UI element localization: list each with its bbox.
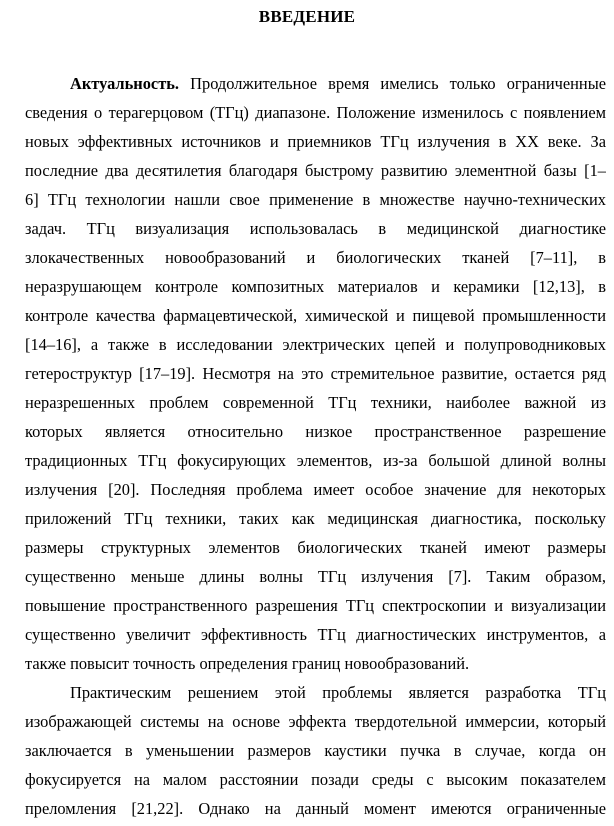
paragraph-1-line-15: излучения [20]. Последняя проблема имеет особое значение для некоторых <box>25 480 606 499</box>
paragraph-2-line-5: преломления [21,22]. Однако на данный момент имеются ограниченные <box>25 799 606 818</box>
paragraph-1-line-5: 6] ТГц технологии нашли свое применение в множестве научно-технических <box>25 190 606 209</box>
paragraph-1-line-20: существенно увеличит эффективность ТГц диагностических инструментов, а <box>25 625 606 644</box>
page-title: ВВЕДЕНИЕ <box>258 7 356 26</box>
paragraph-1-first-text: Продолжительное время имелись только ограниченные <box>179 74 606 93</box>
paragraph-2-line-1: Практическим решением этой проблемы является разработка ТГц <box>70 683 606 702</box>
paragraph-2-line-4: фокусируется на малом расстоянии позади среды с высоким показателем <box>25 770 606 789</box>
paragraph-1-line-6: задач. ТГц визуализация использовалась в медицинской диагностике <box>25 219 606 238</box>
paragraph-1-line-1 <box>70 74 606 94</box>
paragraph-1-line-2: сведения о терагерцовом (ТГц) диапазоне. Положение изменилось с появлением <box>25 103 606 122</box>
paragraph-2-line-3: заключается в уменьшении размеров каустики пучка в случае, когда он <box>25 741 606 760</box>
paragraph-1-line-9: контроле качества фармацевтической, химической и пищевой промышленности <box>25 306 606 325</box>
paragraph-2-line-2: изображающей системы на основе эффекта твердотельной иммерсии, который <box>25 712 606 731</box>
paragraph-1-line-17: размеры структурных элементов биологических тканей имеют размеры <box>25 538 606 557</box>
paragraph-lead: Актуальность. <box>70 74 180 93</box>
paragraph-1-line-16: приложений ТГц техники, таких как медицинская диагностика, поскольку <box>25 509 606 528</box>
paragraph-1-line-4: последние два десятилетия благодаря быстрому развитию элементной базы [1– <box>25 161 606 180</box>
paragraph-1-line-7: злокачественных новообразований и биологических тканей [7–11], в <box>25 248 606 267</box>
paragraph-1-line-18: существенно меньше длины волны ТГц излучения [7]. Таким образом, <box>25 567 606 586</box>
paragraph-1-line-14: традиционных ТГц фокусирующих элементов, из-за большой длиной волны <box>25 451 606 470</box>
paragraph-1-line-21: также повысит точность определения границ новообразований. <box>25 654 470 673</box>
paragraph-1-line-13: которых является относительно низкое пространственное разрешение <box>25 422 606 441</box>
paragraph-1-line-3: новых эффективных источников и приемников ТГц излучения в XX веке. За <box>25 132 606 151</box>
paragraph-1-line-10: [14–16], а также в исследовании электрических цепей и полупроводниковых <box>25 335 606 354</box>
paragraph-1-line-12: неразрешенных проблем современной ТГц техники, наиболее важной из <box>25 393 606 412</box>
paragraph-1-line-11: гетероструктур [17–19]. Несмотря на это стремительное развитие, остается ряд <box>25 364 606 383</box>
paragraph-1-line-19: повышение пространственного разрешения ТГц спектроскопии и визуализации <box>25 596 606 615</box>
paragraph-1-line-8: неразрушающем контроле композитных материалов и керамики [12,13], в <box>25 277 606 296</box>
